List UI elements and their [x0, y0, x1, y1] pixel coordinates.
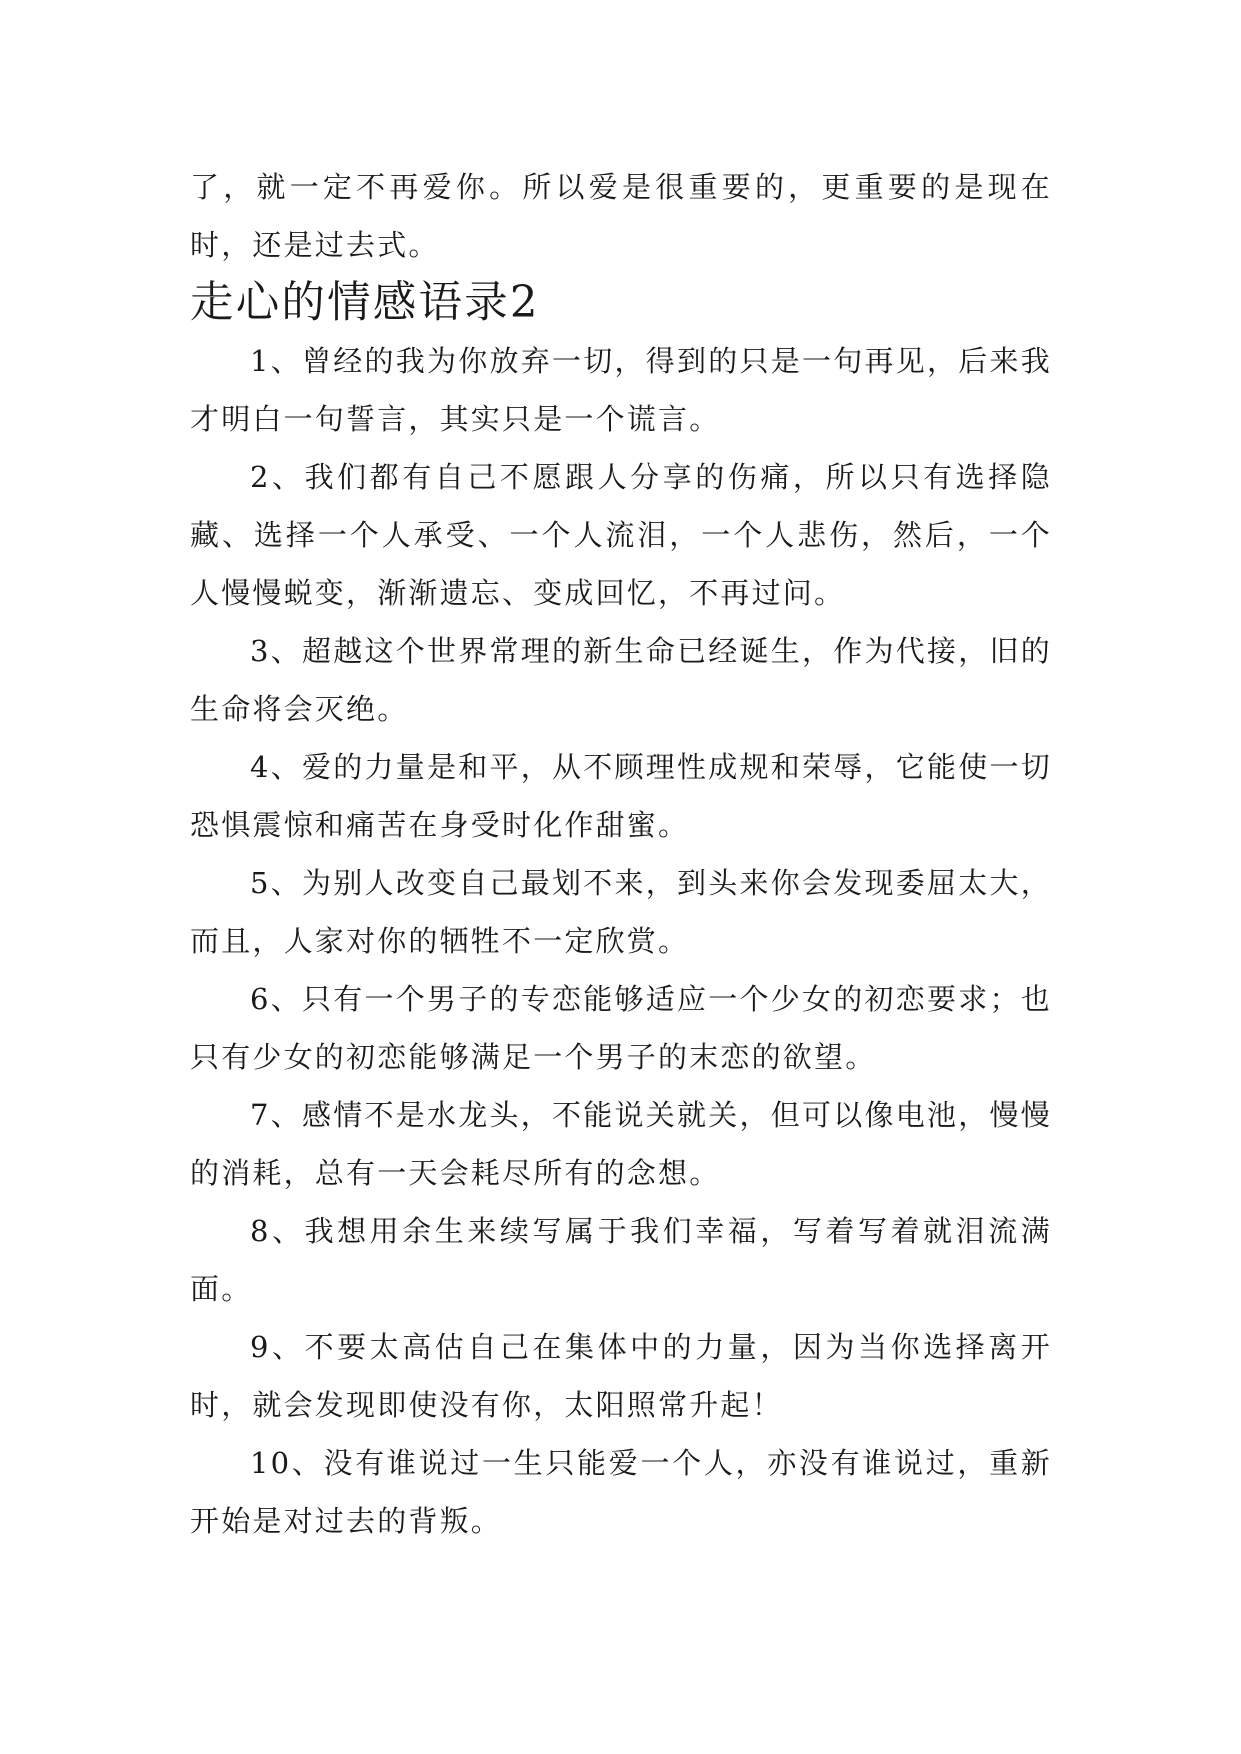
- list-item: 1、曾经的我为你放弃一切，得到的只是一句再见，后来我才明白一句誓言，其实只是一个谎言。: [190, 344, 1052, 436]
- list-item: 9、不要太高估自己在集体中的力量，因为当你选择离开时，就会发现即使没有你，太阳照常升起！: [190, 1330, 1052, 1422]
- list-item: 2、我们都有自己不愿跟人分享的伤痛，所以只有选择隐藏、选择一个人承受、一个人流泪，一个人悲伤，然后，一个人慢慢蜕变，渐渐遗忘、变成回忆，不再过问。: [190, 460, 1052, 610]
- list-item: 8、我想用余生来续写属于我们幸福，写着写着就泪流满面。: [190, 1214, 1052, 1306]
- section-heading: 走心的情感语录2: [190, 278, 540, 328]
- list-item: 3、超越这个世界常理的新生命已经诞生，作为代接，旧的生命将会灭绝。: [190, 634, 1052, 726]
- list-item: 5、为别人改变自己最划不来，到头来你会发现委屈太大，而且，人家对你的牺牲不一定欣赏。: [190, 866, 1052, 958]
- list-item: 4、爱的力量是和平，从不顾理性成规和荣辱，它能使一切恐惧震惊和痛苦在身受时化作甜蜜。: [190, 750, 1052, 842]
- list-item: 10、没有谁说过一生只能爱一个人，亦没有谁说过，重新开始是对过去的背叛。: [190, 1446, 1052, 1538]
- document-body: [190, 158, 1052, 1550]
- list-item: 7、感情不是水龙头，不能说关就关，但可以像电池，慢慢的消耗，总有一天会耗尽所有的念想。: [190, 1098, 1052, 1190]
- intro-paragraph: 了，就一定不再爱你。所以爱是很重要的，更重要的是现在时，还是过去式。: [190, 170, 1052, 262]
- list-item: 6、只有一个男子的专恋能够适应一个少女的初恋要求；也只有少女的初恋能够满足一个男子的末恋的欲望。: [190, 982, 1052, 1074]
